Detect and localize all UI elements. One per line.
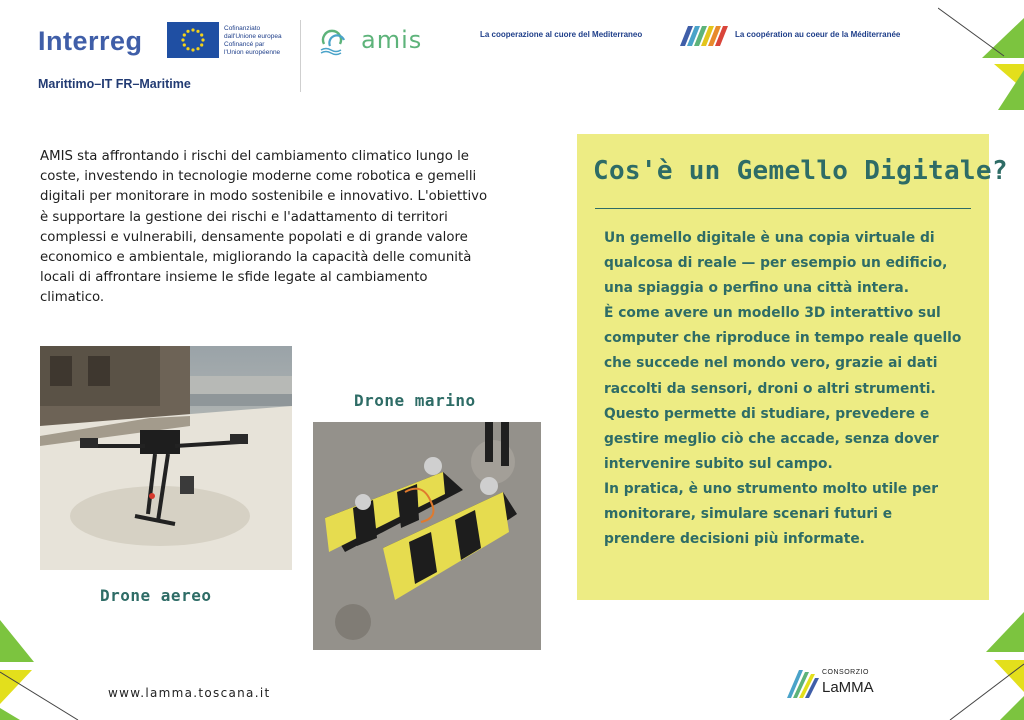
eu-cofinance-fr-2: l'Union européenne [224, 49, 281, 56]
eu-cofinance-it-1: Cofinanziato [224, 25, 261, 32]
intro-paragraph: AMIS sta affrontando i rischi del cambiamento climatico lungo le coste, investendo in tecnologie moderne come robotica e gemelli digitali per monitorare in modo sostenibile e innovativo. L'obiettivo è supportare la gestione dei rischi e l'adattamento di territori complessi e vulnerabili, densamente popolati e di grande valore economico e ambientale, migliorando la capacità delle comunità locali di affrontare insieme le sfide legate al cambiamento climatico. [40, 149, 488, 306]
lamma-logo-icon [785, 664, 821, 700]
amis-logo-text: amis [361, 26, 423, 54]
interreg-logo-text: Interreg [38, 26, 143, 56]
panel-divider [595, 208, 971, 209]
header-divider [300, 20, 301, 92]
website-link[interactable]: www.lamma.toscana.it [108, 686, 271, 700]
marine-drone-caption: Drone marino [354, 391, 476, 410]
corner-decoration-bottom-left [0, 612, 96, 720]
panel-paragraph-2: È come avere un modello 3D interattivo sul computer che riproduce in tempo reale quello che succede nel mondo vero, grazie ai dati raccolti da sensori, droni o altri strumenti. Questo permette di studiare, prevedere e gestire meglio ciò che accade, senza dover intervenire subito sul campo. [604, 305, 962, 472]
panel-body [604, 226, 968, 552]
amis-logo-icon [318, 26, 348, 56]
aerial-drone-caption: Drone aereo [100, 586, 212, 605]
digital-twin-panel [577, 134, 1008, 600]
eu-cofinance-fr-1: Cofinancé par [224, 41, 265, 48]
eu-cofinance-it-2: dall'Unione europea [224, 33, 282, 40]
panel-title: Cos'è un Gemello Digitale? [593, 156, 1008, 186]
tagline-french: La coopération au coeur de la Méditerranée [735, 30, 901, 39]
lamma-consortium-label: CONSORZIO [822, 669, 869, 676]
corner-decoration-bottom-right [930, 608, 1024, 720]
tagline-italian: La cooperazione al cuore del Mediterraneo [480, 30, 643, 39]
marine-drone-photo [313, 422, 541, 650]
panel-paragraph-1: Un gemello digitale è una copia virtuale di qualcosa di reale — per esempio un edificio, una spiaggia o perfino una città intera. [604, 230, 948, 297]
lamma-logo-text: LaMMA [822, 679, 874, 696]
aerial-drone-photo [40, 346, 292, 570]
eu-cofinance-text [224, 25, 304, 57]
corner-decoration-top-right [938, 0, 1024, 112]
mediterranean-stripes-icon [680, 24, 730, 46]
programme-name: Marittimo–IT FR–Maritime [38, 77, 191, 91]
eu-flag-icon [167, 22, 219, 58]
panel-paragraph-3: In pratica, è uno strumento molto utile per monitorare, simulare scenari futuri e prendere decisioni più informate. [604, 480, 939, 548]
